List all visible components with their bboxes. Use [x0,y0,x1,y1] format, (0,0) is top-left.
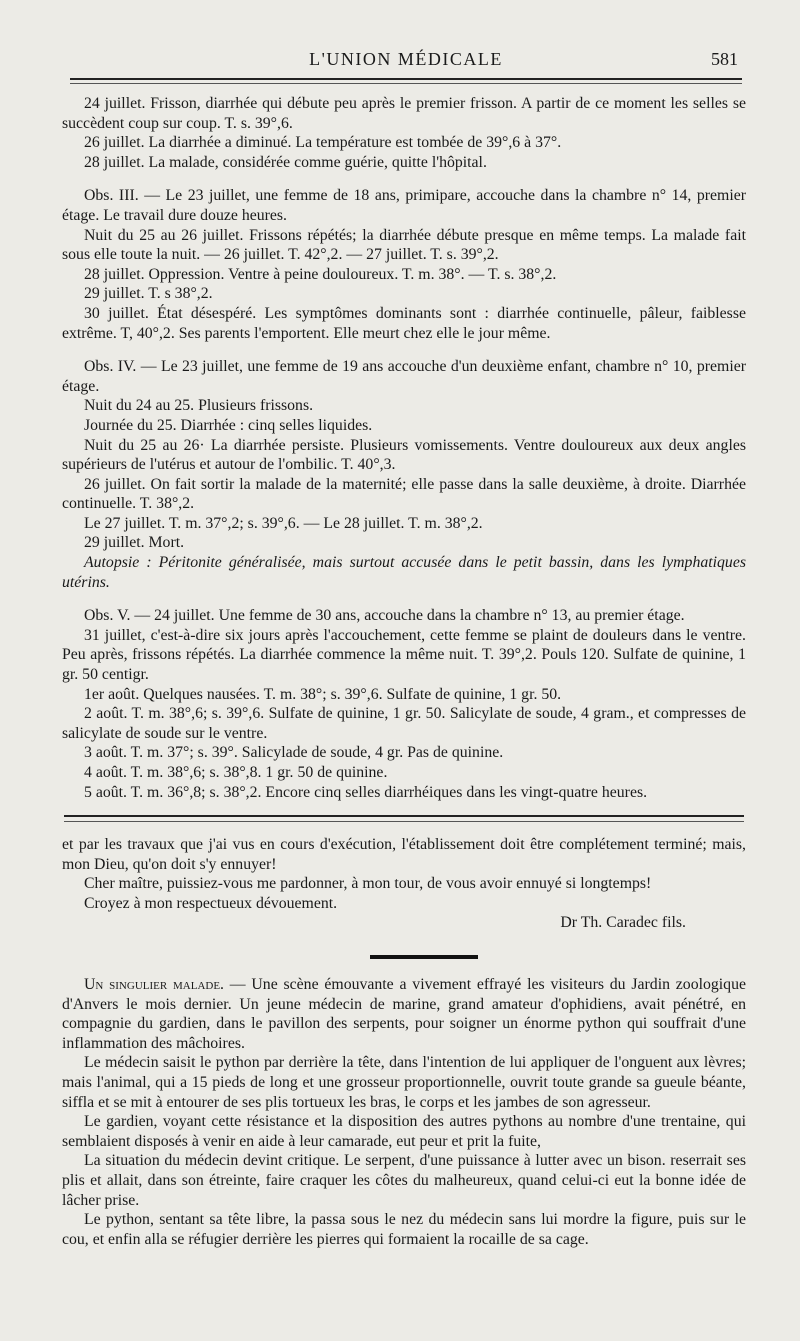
paragraph: 28 juillet. La malade, considérée comme guérie, quitte l'hôpital. [84,153,487,171]
paragraph: 28 juillet. Oppression. Ventre à peine douloureux. T. m. 38°. — T. s. 38°,2. [84,265,557,283]
paragraph: Le 27 juillet. T. m. 37°,2; s. 39°,6. — Le 28 juillet. T. m. 38°,2. [84,514,483,532]
paragraph: 31 juillet, c'est-à-dire six jours après l'accouchement, cette femme se plaint de douleurs dans le ventre. Peu après, frissons répétés. La diarrhée commence la même nuit. T. 39°,2. Pouls 120. Sulfate de quinine, 1 gr. 50 centigr. [62,626,746,684]
paragraph-text: — Une scène émouvante a vivement effrayé les visiteurs du Jardin zoologique d'Anvers le mois dernier. Un jeune médecin de marine, grand amateur d'ophidiens, avait pénétré, en compagnie du gardien, dans le pavillon des serpents, pour soigner un énorme python qui souffrait d'une inflammation des mâchoires. [62,976,746,1052]
paragraph: 3 août. T. m. 37°; s. 39°. Salicylade de soude, 4 gr. Pas de quinine. [84,744,504,762]
observation-heading-paragraph: Obs. IV. — Le 23 juillet, une femme de 19 ans accouche d'un deuxième enfant, chambre n° 10, premier étage. [62,358,746,395]
paragraph: 24 juillet. Frisson, diarrhée qui débute peu après le premier frisson. A partir de ce moment les selles se succèdent coup sur coup. T. s. 39°,6. [62,95,746,132]
paragraph: 26 juillet. La diarrhée a diminué. La température est tombée de 39°,6 à 37°. [84,134,562,152]
signature: Dr Th. Caradec fils. [560,914,686,932]
paragraph: Le médecin saisit le python par derrière la tête, dans l'intention de lui appliquer de l'onguent aux lèvres; mais l'animal, qui a 15 pieds de long et une grosseur proportionnelle, ouvrit toute grande sa gueule béante, siffla et se mit à entourer de ses plis tortueux les bras, le corps et les jambes de son agresseur. [62,1054,746,1111]
paragraph [62,975,746,1053]
paragraph: 4 août. T. m. 38°,6; s. 38°,8. 1 gr. 50 de quinine. [84,764,388,781]
autopsy-paragraph: Autopsie : Péritonite généralisée, mais surtout accusée dans le petit bassin, dans les lymphatiques utérins. [62,554,746,591]
paragraph: Nuit du 25 au 26 juillet. Frissons répétés; la diarrhée débute presque en même temps. La malade fait sous elle toute la nuit. — 26 juillet. T. 42°,2. — 27 juillet. T. s. 39°,2. [62,226,746,264]
running-header [72,47,740,75]
paragraph: Nuit du 24 au 25. Plusieurs frissons. [84,397,314,415]
paragraph: 29 juillet. T. s 38°,2. [84,285,213,303]
paragraph: 1er août. Quelques nausées. T. m. 38°; s. 39°,6. Sulfate de quinine, 1 gr. 50. [84,685,562,703]
paragraph: 30 juillet. État désespéré. Les symptômes dominants sont : diarrhée continuelle, pâleur, faiblesse extrême. T, 40°,2. Ses parents l'emportent. Elle meurt chez elle le jour même. [62,304,746,342]
paragraph: 5 août. T. m. 36°,8; s. 38°,2. Encore cinq selles diarrhéiques dans les vingt-quatre heures. [84,783,648,801]
header-rule-thin [70,83,742,84]
paragraph: et par les travaux que j'ai vus en cours d'exécution, l'établissement doit être complétement terminé; mais, mon Dieu, qu'on doit s'y ennuyer! [62,836,746,873]
observation-heading-paragraph: Obs. III. — Le 23 juillet, une femme de 18 ans, primipare, accouche dans la chambre n° 14, premier étage. Le travail dure douze heures. [62,187,746,224]
paragraph: Le python, sentant sa tête libre, la passa sous le nez du médecin sans lui mordre la figure, puis sur le cou, et enfin alla se réfugier derrière les pierres qui formaient la rocaille de sa cage. [62,1211,746,1248]
paragraph: 26 juillet. On fait sortir la malade de la maternité; elle passe dans la salle deuxième, à droite. Diarrhée continuelle. T. 38°,2. [62,475,746,513]
short-divider [370,955,478,959]
observation-heading-paragraph: Obs. V. — 24 juillet. Une femme de 30 ans, accouche dans la chambre n° 13, au premier étage. [84,607,685,625]
paragraph: Croyez à mon respectueux dévouement. [84,894,338,912]
paragraph: Nuit du 25 au 26· La diarrhée persiste. Plusieurs vomissements. Ventre douloureux aux deux angles supérieurs de l'utérus et autour de l'ombilic. T. 40°,3. [62,436,746,474]
letter-section [62,835,746,933]
paragraph: 29 juillet. Mort. [84,534,185,552]
news-section [62,975,746,1249]
journal-title: L'UNION MÉDICALE [309,49,503,69]
header-rule [70,78,742,80]
observations-section [62,94,746,802]
page-number: 581 [711,49,738,69]
paragraph: Le gardien, voyant cette résistance et la disposition des autres pythons au nombre d'une trentaine, qui semblaient disposés à venir en aide à leur camarade, eut peur et prit la fuite, [62,1113,746,1150]
section-rule [64,815,744,817]
paragraph: 2 août. T. m. 38°,6; s. 39°,6. Sulfate de quinine, 1 gr. 50. Salicylate de soude, 4 gram., et compresses de salicylate de soude sur le ventre. [62,705,746,742]
paragraph: Journée du 25. Diarrhée : cinq selles liquides. [84,416,373,434]
section-heading: Un singulier malade. [84,976,224,993]
paragraph: La situation du médecin devint critique. Le serpent, d'une puissance à lutter avec un bison. reserrait ses plis et allait, dans son étreinte, faire craquer les côtes du malheureux, quand celui-ci eut la bonne idée de lâcher prise. [62,1152,746,1209]
section-rule-thin [64,821,744,822]
paragraph: Cher maître, puissiez-vous me pardonner, à mon tour, de vous avoir ennuyé si longtemps! [84,875,652,893]
